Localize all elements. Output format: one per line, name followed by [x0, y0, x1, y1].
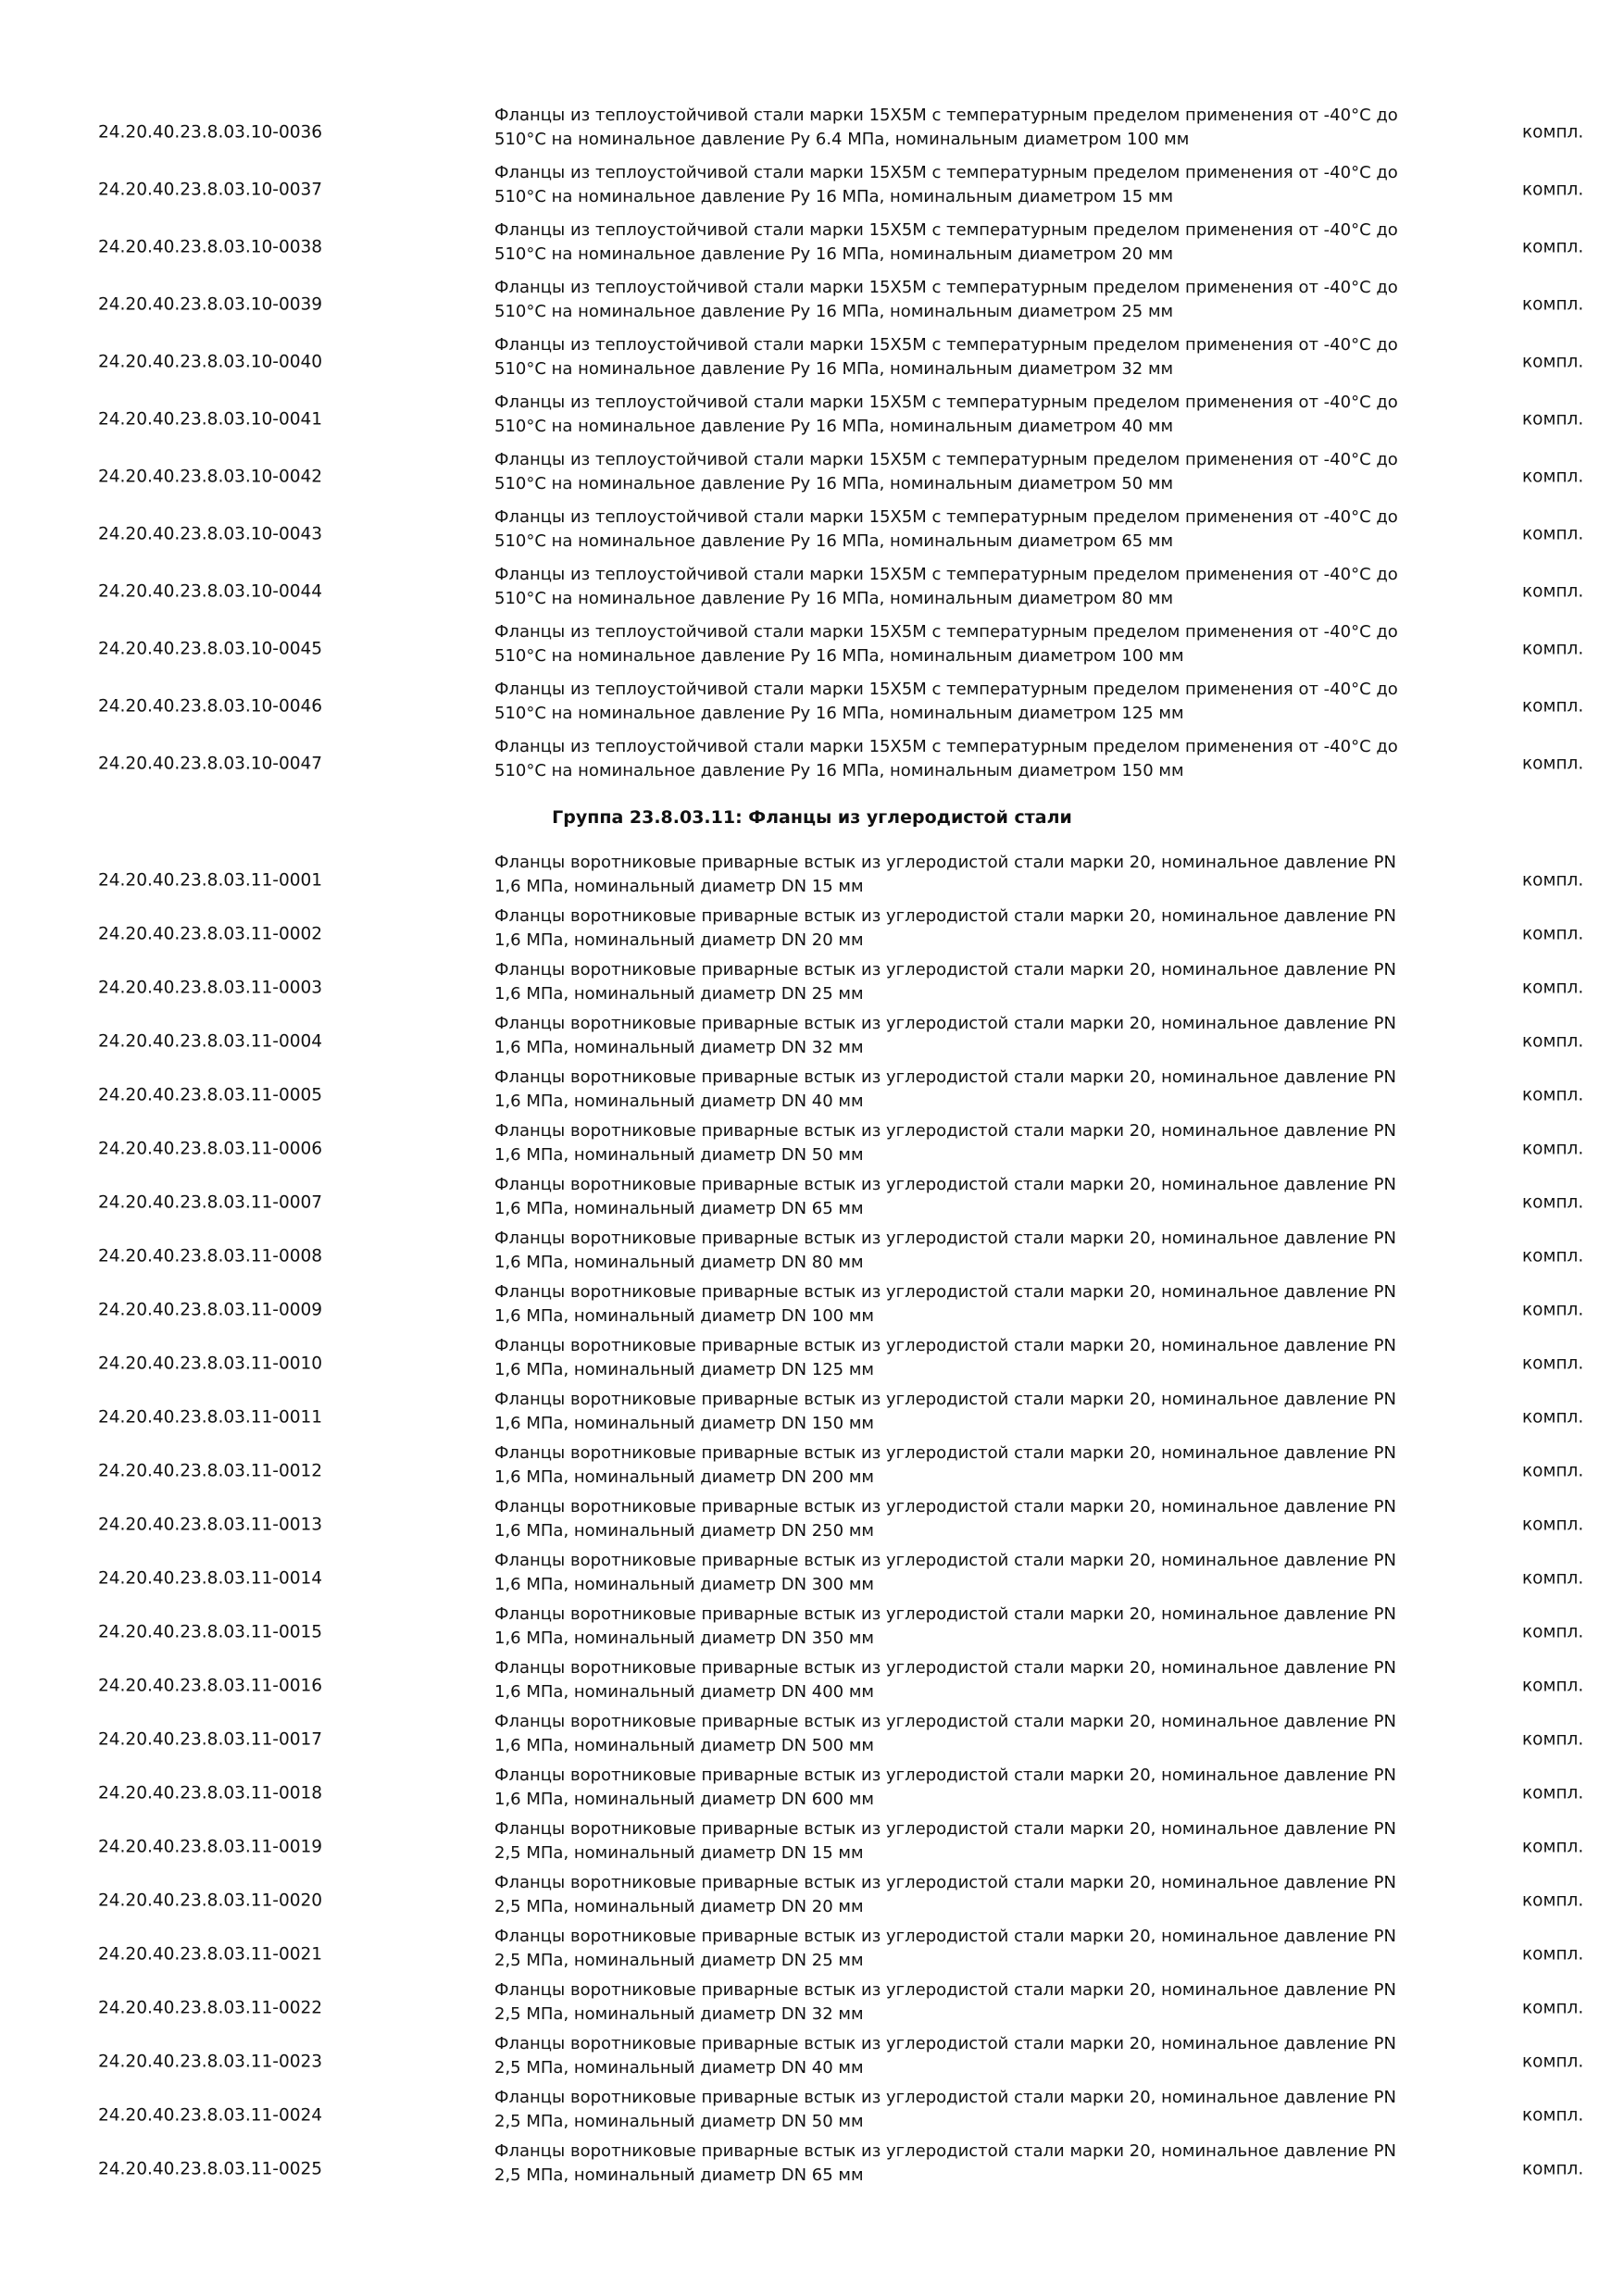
description-line: 2,5 МПа, номинальный диаметр DN 65 мм — [494, 2165, 864, 2185]
item-code: 24.20.40.23.8.03.11-0005 — [98, 1085, 323, 1105]
table-row — [0, 1928, 1624, 1981]
item-description — [494, 2086, 1457, 2134]
description-line: 2,5 МПа, номинальный диаметр DN 15 мм — [494, 1843, 864, 1863]
item-code: 24.20.40.23.8.03.11-0004 — [98, 1031, 323, 1052]
description-line: Фланцы воротниковые приварные встык из углеродистой стали марки 20, номинальное давление PN — [494, 1819, 1396, 1839]
item-unit: компл. — [1522, 1139, 1584, 1159]
item-unit: компл. — [1522, 1515, 1584, 1535]
item-unit: компл. — [1522, 1944, 1584, 1965]
description-line: 510°С на номинальное давление Ру 16 МПа, номинальным диаметром 32 мм — [494, 359, 1174, 379]
description-line: 510°С на номинальное давление Ру 16 МПа, номинальным диаметром 50 мм — [494, 474, 1174, 493]
item-unit: компл. — [1522, 467, 1584, 487]
item-unit: компл. — [1522, 1246, 1584, 1267]
description-line: Фланцы воротниковые приварные встык из углеродистой стали марки 20, номинальное давление PN — [494, 1658, 1396, 1678]
description-line: Фланцы из теплоустойчивой стали марки 15Х5М с температурным пределом применения от -40°С до — [494, 163, 1398, 182]
item-unit: компл. — [1522, 754, 1584, 774]
item-description — [494, 735, 1457, 783]
description-line: 2,5 МПа, номинальный диаметр DN 32 мм — [494, 2004, 864, 2024]
item-unit: компл. — [1522, 524, 1584, 544]
item-code: 24.20.40.23.8.03.11-0006 — [98, 1139, 323, 1159]
item-description — [494, 1012, 1457, 1060]
table-row — [0, 907, 1624, 961]
item-description — [494, 1334, 1457, 1382]
item-unit: компл. — [1522, 1890, 1584, 1911]
item-description — [494, 505, 1457, 554]
table-row — [0, 1337, 1624, 1391]
table-row — [0, 678, 1624, 735]
description-line: Фланцы из теплоустойчивой стали марки 15Х5М с температурным пределом применения от -40°С до — [494, 622, 1398, 642]
flanges-heat-resistant-list — [0, 104, 1624, 792]
table-row — [0, 1713, 1624, 1766]
description-line: 2,5 МПа, номинальный диаметр DN 20 мм — [494, 1897, 864, 1916]
table-row — [0, 1444, 1624, 1498]
description-line: 1,6 МПа, номинальный диаметр DN 32 мм — [494, 1038, 864, 1057]
table-row — [0, 1981, 1624, 2035]
description-line: 510°С на номинальное давление Ру 16 МПа, номинальным диаметром 125 мм — [494, 704, 1184, 723]
description-line: Фланцы воротниковые приварные встык из углеродистой стали марки 20, номинальное давление PN — [494, 1927, 1396, 1946]
table-row — [0, 1391, 1624, 1444]
description-line: Фланцы воротниковые приварные встык из углеродистой стали марки 20, номинальное давление PN — [494, 1121, 1396, 1141]
description-line: 510°С на номинальное давление Ру 16 МПа, номинальным диаметром 20 мм — [494, 244, 1174, 264]
table-row — [0, 1122, 1624, 1176]
item-code: 24.20.40.23.8.03.11-0007 — [98, 1192, 323, 1213]
item-unit: компл. — [1522, 2105, 1584, 2126]
table-row — [0, 1283, 1624, 1337]
description-line: Фланцы воротниковые приварные встык из углеродистой стали марки 20, номинальное давление PN — [494, 1980, 1396, 2000]
item-unit: компл. — [1522, 639, 1584, 659]
item-code: 24.20.40.23.8.03.10-0039 — [98, 294, 323, 315]
table-row — [0, 1229, 1624, 1283]
table-row — [0, 448, 1624, 505]
description-line: 510°С на номинальное давление Ру 16 МПа, номинальным диаметром 65 мм — [494, 531, 1174, 551]
table-row — [0, 1498, 1624, 1552]
description-line: Фланцы из теплоустойчивой стали марки 15Х5М с температурным пределом применения от -40°С до — [494, 335, 1398, 355]
item-unit: компл. — [1522, 1354, 1584, 1374]
description-line: Фланцы воротниковые приварные встык из углеродистой стали марки 20, номинальное давление PN — [494, 2088, 1396, 2107]
description-line: Фланцы из теплоустойчивой стали марки 15Х5М с температурным пределом применения от -40°С до — [494, 393, 1398, 412]
item-description — [494, 1280, 1457, 1329]
item-description — [494, 448, 1457, 496]
item-code: 24.20.40.23.8.03.11-0009 — [98, 1300, 323, 1320]
description-line: 1,6 МПа, номинальный диаметр DN 15 мм — [494, 877, 864, 896]
item-code: 24.20.40.23.8.03.11-0013 — [98, 1515, 323, 1535]
table-row — [0, 961, 1624, 1015]
item-unit: компл. — [1522, 2052, 1584, 2072]
item-description — [494, 563, 1457, 611]
description-line: Фланцы из теплоустойчивой стали марки 15Х5М с температурным пределом применения от -40°С до — [494, 450, 1398, 469]
description-line: Фланцы воротниковые приварные встык из углеродистой стали марки 20, номинальное давление PN — [494, 2034, 1396, 2053]
table-row — [0, 2142, 1624, 2196]
item-unit: компл. — [1522, 1783, 1584, 1803]
item-description — [494, 333, 1457, 381]
item-description — [494, 1066, 1457, 1114]
item-code: 24.20.40.23.8.03.11-0015 — [98, 1622, 323, 1642]
flanges-carbon-steel-list — [0, 854, 1624, 2196]
description-line: 510°С на номинальное давление Ру 16 МПа, номинальным диаметром 25 мм — [494, 302, 1174, 321]
item-code: 24.20.40.23.8.03.11-0003 — [98, 978, 323, 998]
description-line: 1,6 МПа, номинальный диаметр DN 300 мм — [494, 1575, 875, 1594]
item-code: 24.20.40.23.8.03.10-0042 — [98, 467, 323, 487]
item-unit: компл. — [1522, 1031, 1584, 1052]
item-code: 24.20.40.23.8.03.11-0016 — [98, 1676, 323, 1696]
item-description — [494, 1549, 1457, 1597]
description-line: 2,5 МПа, номинальный диаметр DN 40 мм — [494, 2058, 864, 2078]
description-line: Фланцы воротниковые приварные встык из углеродистой стали марки 20, номинальное давление PN — [494, 1443, 1396, 1463]
item-unit: компл. — [1522, 237, 1584, 257]
description-line: 1,6 МПа, номинальный диаметр DN 150 мм — [494, 1414, 875, 1433]
item-code: 24.20.40.23.8.03.10-0040 — [98, 352, 323, 372]
description-line: Фланцы воротниковые приварные встык из углеродистой стали марки 20, номинальное давление PN — [494, 1336, 1396, 1355]
description-line: 1,6 МПа, номинальный диаметр DN 400 мм — [494, 1682, 875, 1702]
table-row — [0, 104, 1624, 161]
item-unit: компл. — [1522, 581, 1584, 602]
description-line: 2,5 МПа, номинальный диаметр DN 50 мм — [494, 2112, 864, 2131]
item-code: 24.20.40.23.8.03.10-0038 — [98, 237, 323, 257]
item-unit: компл. — [1522, 696, 1584, 717]
item-description — [494, 1710, 1457, 1758]
item-code: 24.20.40.23.8.03.10-0036 — [98, 122, 323, 143]
item-code: 24.20.40.23.8.03.11-0025 — [98, 2159, 323, 2179]
item-description — [494, 1227, 1457, 1275]
item-code: 24.20.40.23.8.03.10-0037 — [98, 180, 323, 200]
item-description — [494, 1173, 1457, 1221]
item-description — [494, 1119, 1457, 1167]
item-code: 24.20.40.23.8.03.11-0019 — [98, 1837, 323, 1857]
table-row — [0, 218, 1624, 276]
item-unit: компл. — [1522, 1568, 1584, 1589]
item-code: 24.20.40.23.8.03.10-0043 — [98, 524, 323, 544]
description-line: 510°С на номинальное давление Ру 16 МПа, номинальным диаметром 100 мм — [494, 646, 1184, 666]
item-unit: компл. — [1522, 1729, 1584, 1750]
item-code: 24.20.40.23.8.03.11-0002 — [98, 924, 323, 944]
item-code: 24.20.40.23.8.03.11-0011 — [98, 1407, 323, 1428]
table-row — [0, 563, 1624, 620]
item-unit: компл. — [1522, 1676, 1584, 1696]
item-description — [494, 276, 1457, 324]
item-unit: компл. — [1522, 870, 1584, 891]
description-line: 1,6 МПа, номинальный диаметр DN 350 мм — [494, 1628, 875, 1648]
description-line: 1,6 МПа, номинальный диаметр DN 40 мм — [494, 1092, 864, 1111]
item-description — [494, 391, 1457, 439]
item-description — [494, 1871, 1457, 1919]
table-row — [0, 276, 1624, 333]
item-description — [494, 678, 1457, 726]
group-heading: Группа 23.8.03.11: Фланцы из углеродистой стали — [552, 807, 1072, 828]
item-unit: компл. — [1522, 1461, 1584, 1481]
item-code: 24.20.40.23.8.03.11-0001 — [98, 870, 323, 891]
description-line: Фланцы воротниковые приварные встык из углеродистой стали марки 20, номинальное давление PN — [494, 1390, 1396, 1409]
table-row — [0, 620, 1624, 678]
description-line: Фланцы воротниковые приварные встык из углеродистой стали марки 20, номинальное давление PN — [494, 1229, 1396, 1248]
description-line: 2,5 МПа, номинальный диаметр DN 25 мм — [494, 1951, 864, 1970]
item-code: 24.20.40.23.8.03.11-0017 — [98, 1729, 323, 1750]
item-code: 24.20.40.23.8.03.10-0045 — [98, 639, 323, 659]
description-line: 510°С на номинальное давление Ру 6.4 МПа, номинальным диаметром 100 мм — [494, 130, 1190, 149]
description-line: 1,6 МПа, номинальный диаметр DN 50 мм — [494, 1145, 864, 1165]
table-row — [0, 1552, 1624, 1605]
item-description — [494, 620, 1457, 668]
description-line: 1,6 МПа, номинальный диаметр DN 500 мм — [494, 1736, 875, 1755]
item-description — [494, 2032, 1457, 2080]
description-line: Фланцы из теплоустойчивой стали марки 15Х5М с температурным пределом применения от -40°С до — [494, 278, 1398, 297]
table-row — [0, 1605, 1624, 1659]
table-row — [0, 333, 1624, 391]
description-line: 510°С на номинальное давление Ру 16 МПа, номинальным диаметром 40 мм — [494, 417, 1174, 436]
description-line: 1,6 МПа, номинальный диаметр DN 65 мм — [494, 1199, 864, 1218]
description-line: 1,6 МПа, номинальный диаметр DN 125 мм — [494, 1360, 875, 1379]
description-line: 1,6 МПа, номинальный диаметр DN 80 мм — [494, 1253, 864, 1272]
table-row — [0, 1068, 1624, 1122]
item-code: 24.20.40.23.8.03.11-0014 — [98, 1568, 323, 1589]
item-description — [494, 1603, 1457, 1651]
item-description — [494, 161, 1457, 209]
description-line: 510°С на номинальное давление Ру 16 МПа, номинальным диаметром 150 мм — [494, 761, 1184, 780]
description-line: Фланцы воротниковые приварные встык из углеродистой стали марки 20, номинальное давление PN — [494, 1873, 1396, 1892]
description-line: Фланцы воротниковые приварные встык из углеродистой стали марки 20, номинальное давление PN — [494, 1712, 1396, 1731]
table-row — [0, 2089, 1624, 2142]
table-row — [0, 505, 1624, 563]
item-unit: компл. — [1522, 924, 1584, 944]
item-unit: компл. — [1522, 1085, 1584, 1105]
description-line: Фланцы воротниковые приварные встык из углеродистой стали марки 20, номинальное давление PN — [494, 1175, 1396, 1194]
item-unit: компл. — [1522, 294, 1584, 315]
description-line: 510°С на номинальное давление Ру 16 МПа, номинальным диаметром 15 мм — [494, 187, 1174, 206]
table-row — [0, 1176, 1624, 1229]
item-code: 24.20.40.23.8.03.10-0046 — [98, 696, 323, 717]
item-code: 24.20.40.23.8.03.11-0021 — [98, 1944, 323, 1965]
item-unit: компл. — [1522, 1300, 1584, 1320]
item-description — [494, 1978, 1457, 2027]
description-line: Фланцы воротниковые приварные встык из углеродистой стали марки 20, номинальное давление PN — [494, 1604, 1396, 1624]
description-line: 1,6 МПа, номинальный диаметр DN 20 мм — [494, 930, 864, 950]
description-line: Фланцы воротниковые приварные встык из углеродистой стали марки 20, номинальное давление PN — [494, 1067, 1396, 1087]
description-line: Фланцы воротниковые приварные встык из углеродистой стали марки 20, номинальное давление PN — [494, 906, 1396, 926]
description-line: 1,6 МПа, номинальный диаметр DN 25 мм — [494, 984, 864, 1004]
table-row — [0, 1874, 1624, 1928]
description-line: Фланцы из теплоустойчивой стали марки 15Х5М с температурным пределом применения от -40°С до — [494, 565, 1398, 584]
table-row — [0, 854, 1624, 907]
description-line: Фланцы воротниковые приварные встык из углеродистой стали марки 20, номинальное давление PN — [494, 1014, 1396, 1033]
description-line: 510°С на номинальное давление Ру 16 МПа, номинальным диаметром 80 мм — [494, 589, 1174, 608]
item-description — [494, 1925, 1457, 1973]
description-line: Фланцы воротниковые приварные встык из углеродистой стали марки 20, номинальное давление PN — [494, 1766, 1396, 1785]
item-description — [494, 1495, 1457, 1543]
item-description — [494, 218, 1457, 267]
item-unit: компл. — [1522, 409, 1584, 430]
item-unit: компл. — [1522, 1622, 1584, 1642]
item-code: 24.20.40.23.8.03.11-0024 — [98, 2105, 323, 2126]
description-line: 1,6 МПа, номинальный диаметр DN 600 мм — [494, 1790, 875, 1809]
item-unit: компл. — [1522, 1192, 1584, 1213]
description-line: Фланцы из теплоустойчивой стали марки 15Х5М с температурным пределом применения от -40°С до — [494, 507, 1398, 527]
item-description — [494, 1441, 1457, 1490]
item-description — [494, 2140, 1457, 2188]
item-code: 24.20.40.23.8.03.10-0041 — [98, 409, 323, 430]
description-line: Фланцы воротниковые приварные встык из углеродистой стали марки 20, номинальное давление PN — [494, 1497, 1396, 1516]
table-row — [0, 391, 1624, 448]
item-unit: компл. — [1522, 180, 1584, 200]
item-code: 24.20.40.23.8.03.11-0022 — [98, 1998, 323, 2018]
table-row — [0, 161, 1624, 218]
item-unit: компл. — [1522, 2159, 1584, 2179]
description-line: Фланцы из теплоустойчивой стали марки 15Х5М с температурным пределом применения от -40°С до — [494, 737, 1398, 756]
item-code: 24.20.40.23.8.03.10-0044 — [98, 581, 323, 602]
item-description — [494, 851, 1457, 899]
item-description — [494, 958, 1457, 1006]
item-code: 24.20.40.23.8.03.10-0047 — [98, 754, 323, 774]
description-line: Фланцы из теплоустойчивой стали марки 15Х5М с температурным пределом применения от -40°С до — [494, 106, 1398, 125]
item-description — [494, 1656, 1457, 1704]
description-line: Фланцы воротниковые приварные встык из углеродистой стали марки 20, номинальное давление PN — [494, 1282, 1396, 1302]
item-unit: компл. — [1522, 122, 1584, 143]
description-line: 1,6 МПа, номинальный диаметр DN 250 мм — [494, 1521, 875, 1541]
description-line: Фланцы из теплоустойчивой стали марки 15Х5М с температурным пределом применения от -40°С до — [494, 220, 1398, 240]
item-description — [494, 905, 1457, 953]
item-description — [494, 104, 1457, 152]
table-row — [0, 1820, 1624, 1874]
description-line: 1,6 МПа, номинальный диаметр DN 100 мм — [494, 1306, 875, 1326]
table-row — [0, 1659, 1624, 1713]
item-unit: компл. — [1522, 1837, 1584, 1857]
table-row — [0, 735, 1624, 792]
description-line: Фланцы воротниковые приварные встык из углеродистой стали марки 20, номинальное давление PN — [494, 2141, 1396, 2161]
description-line: Фланцы воротниковые приварные встык из углеродистой стали марки 20, номинальное давление PN — [494, 960, 1396, 980]
item-unit: компл. — [1522, 1998, 1584, 2018]
description-line: Фланцы из теплоустойчивой стали марки 15Х5М с температурным пределом применения от -40°С до — [494, 680, 1398, 699]
item-unit: компл. — [1522, 1407, 1584, 1428]
item-description — [494, 1388, 1457, 1436]
item-code: 24.20.40.23.8.03.11-0010 — [98, 1354, 323, 1374]
description-line: Фланцы воротниковые приварные встык из углеродистой стали марки 20, номинальное давление PN — [494, 853, 1396, 872]
item-code: 24.20.40.23.8.03.11-0018 — [98, 1783, 323, 1803]
item-unit: компл. — [1522, 978, 1584, 998]
description-line: 1,6 МПа, номинальный диаметр DN 200 мм — [494, 1467, 875, 1487]
item-unit: компл. — [1522, 352, 1584, 372]
item-description — [494, 1817, 1457, 1866]
item-code: 24.20.40.23.8.03.11-0012 — [98, 1461, 323, 1481]
description-line: Фланцы воротниковые приварные встык из углеродистой стали марки 20, номинальное давление PN — [494, 1551, 1396, 1570]
item-code: 24.20.40.23.8.03.11-0020 — [98, 1890, 323, 1911]
table-row — [0, 2035, 1624, 2089]
item-description — [494, 1764, 1457, 1812]
item-code: 24.20.40.23.8.03.11-0023 — [98, 2052, 323, 2072]
item-code: 24.20.40.23.8.03.11-0008 — [98, 1246, 323, 1267]
table-row — [0, 1015, 1624, 1068]
table-row — [0, 1766, 1624, 1820]
